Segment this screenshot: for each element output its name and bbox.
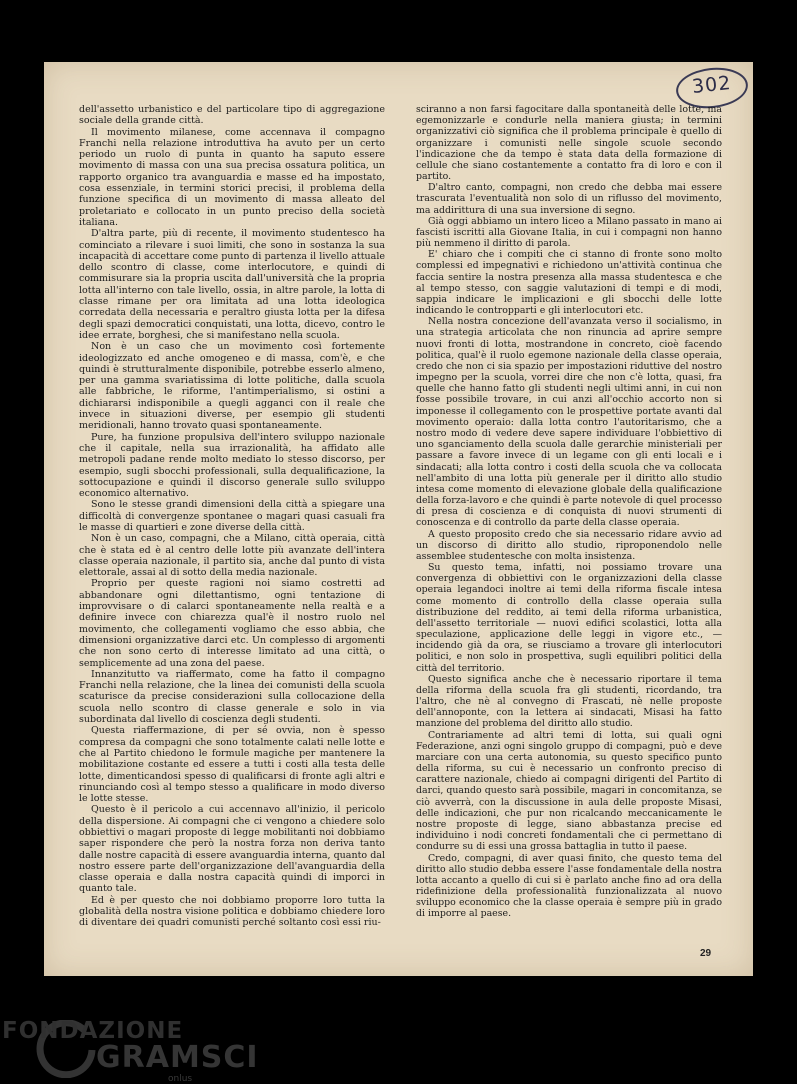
paragraph: Contrariamente ad altri temi di lotta, sui quali ogni Federazione, anzi ogni singolo gruppo di compagni, può e deve marciare con una certa autonomia, su questo specifico punto della riforma, su cui è necessario un confronto preciso di carattere nazionale, chiedo ai compagni dirigenti del Partito di darci, quando questo sarà possibile, magari in concomitanza, se ciò avverrà, con la discussione in aula delle proposte Misasi, delle indicazioni, che pur non ricalcando meccanicamente le nostre proposte di legge, siano abbastanza precise ed individuino i nodi concreti fondamentali che ci permettano di condurre su di essi una grossa battaglia in tutto il paese. [416, 729, 722, 853]
paragraph: D'altro canto, compagni, non credo che debba mai essere trascurata l'eventualità non solo di un riflusso del movimento, ma addirittura di una sua inversione di segno. [416, 182, 722, 216]
paragraph: sciranno a non farsi fagocitare dalla spontaneità delle lotte, ma egemonizzarle e condurle nella maniera giusta; in termini organizzativi ciò significa che il problema principale è quello di organizzare i comunisti nelle singole scuole secondo l'indicazione che da tempo è stata data della formazione di cellule che siano costantemente a contatto fra di loro e con il partito. [416, 104, 722, 183]
watermark-gramsci: GRAMSCI [96, 1040, 259, 1075]
paragraph: Pure, ha funzione propulsiva dell'intero sviluppo nazionale che il capitale, nella sua irrazionalità, ha affidato alle metropoli padane rende molto mediato lo stesso discorso, per esempio, sugli sbocchi professionali, sulla dequalificazione, la sottocupazione e quindi il discorso generale sullo sviluppo economico alternativo. [79, 431, 385, 500]
paragraph: A questo proposito credo che sia necessario ridare avvio ad un discorso di diritto allo studio, riproponendolo nelle assemblee studentesche con molta insistenza. [416, 528, 722, 562]
paragraph: Il movimento milanese, come accennava il compagno Franchi nella relazione introduttiva ha avuto per un certo periodo un ruolo di punta in quanto ha saputo essere movimento di massa con una sua precisa ossatura politica, un rapporto organico tra avanguardia e masse ed ha impostato, cosa essenziale, in termini storici precisi, il problema della funzione specifica di un movimento di massa alleato del proletariato e collocato in un punto preciso della società italiana. [79, 126, 385, 228]
paragraph: D'altra parte, più di recente, il movimento studentesco ha cominciato a rilevare i suoi limiti, che sono in sostanza la sua incapacità di accettare come punto di partenza il livello attuale dello scontro di classe, come interlocutore, e quindi di commisurare sia la propria uscita dall'università che la propria lotta all'interno con tale livello, ossia, in altre parole, la lotta di classe rimane per ora limitata ad una lotta ideologica corredata della necessaria e peraltro giusta lotta per la difesa degli spazi democratici conquistati, una lotta, dicevo, contro le idee errate, borghesi, che si manifestano nella scuola. [79, 228, 385, 341]
text-column-left [79, 104, 385, 929]
paragraph: Ed è per questo che noi dobbiamo proporre loro tutta la globalità della nostra visione politica e dobbiamo chiedere loro di diventare dei quadri comunisti perché soltanto così essi riu- [79, 894, 385, 929]
paragraph: Non è un caso che un movimento così fortemente ideologizzato ed anche omogeneo e di massa, com'è, e che quindi è strutturalmente disponibile, potrebbe esserlo almeno, per una gamma svariatissima di lotte politiche, dalla scuola alle fabbriche, le riforme, l'antimperialismo, si ostini a dichiararsi indisponibile a quegli agganci con il reale che invece in situazioni diverse, per esempio gli studenti meridionali, hanno trovato quasi spontaneamente. [79, 341, 385, 432]
text-column-right [416, 104, 722, 920]
paragraph: Questo significa anche che è necessario riportare il tema della riforma della scuola fra gli studenti, ricordando, tra l'altro, che nè al convegno di Frascati, nè nelle proposte dell'annoponte, con la lettera ai sindacati, Misasi ha fatto manzione del problema del diritto allo studio. [416, 673, 722, 730]
paragraph: Innanzitutto va riaffermato, come ha fatto il compagno Franchi nella relazione, che la linea dei comunisti della scuola scaturisce da precise considerazioni sulla collocazione della scuola nello scontro di classe generale e solo in via subordinata dal livello di coscienza degli studenti. [79, 668, 385, 726]
paragraph: E' chiaro che i compiti che ci stanno di fronte sono molto complessi ed impegnativi e richiedono un'attività continua che faccia sentire la nostra presenza alla massa studentesca e che al tempo stesso, con saggie valutazioni di tempi e di modi, sappia indicare le implicazioni e gli sbocchi delle lotte indicando le contropparti e gli interlocutori etc. [416, 249, 722, 317]
paragraph: Già oggi abbiamo un intero liceo a Milano passato in mano ai fascisti iscritti alla Giovane Italia, in cui i compagni non hanno più nemmeno il diritto di parola. [416, 215, 722, 250]
paragraph: Su questo tema, infatti, noi possiamo trovare una convergenza di obbiettivi con le organizzazioni della classe operaia legandoci inoltre ai temi della riforma fiscale intesa come momento di controllo della classe operaia sulla distribuzione del reddito, ai temi della riforma urbanistica, dell'assetto territoriale — nuovi edifici scolastici, lotta alla speculazione, applicazione delle leggi in vigore etc., — incidendo già da ora, se riusciamo a trovare gli interlocutori politici, e non solo in prospettiva, sugli equilibri politici della città del territorio. [416, 562, 722, 674]
watermark-fondazione: FONDAZIONE [2, 1018, 184, 1044]
paragraph: Proprio per queste ragioni noi siamo costretti ad abbandonare ogni dilettantismo, ogni tentazione di improvvisare o di calarci spontaneamente nella realtà e a definire invece con chiarezza qual'è il nostro ruolo nel movimento, che collegamenti vogliamo che esso abbia, che dimensioni organizzative darci etc. Un complesso di argomenti che non sono certo di interesse limitato ad una città, o semplicemente ad una zona del paese. [79, 578, 385, 669]
paragraph: Questa riaffermazione, di per sé ovvia, non è spesso compresa da compagni che sono totalmente calati nelle lotte e che al Partito chiedono le formule magiche per mantenere la mobilitazione costante ed essere a tutti i costi alla testa delle lotte, dimenticandosi spesso di qualificarsi di fronte agli altri e rinunciando così al tempo stesso a qualificare in modo diverso le lotte stesse. [79, 725, 385, 805]
paragraph: Questo è il pericolo a cui accennavo all'inizio, il pericolo della dispersione. Ai compagni che ci vengono a chiedere solo obbiettivi o magari proposte di legge mobilitanti noi dobbiamo saper rispondere che però la nostra forza non deriva tanto dalle nostre capacità di essere avanguardia interna, quanto dal nostro essere parte dell'organizzazione dell'avanguardia della classe operaia e dalla nostra capacità quindi di imporci in quanto tale. [79, 804, 385, 895]
page-number: 29 [700, 948, 712, 959]
paragraph: dell'assetto urbanistico e del particolare tipo di aggregazione sociale della grande città. [79, 104, 385, 127]
paragraph: Nella nostra concezione dell'avanzata verso il socialismo, in una strategia articolata che non rinuncia ad aprire sempre nuovi fronti di lotta, mostrandone in concreto, cioè facendo politica, qual'è il ruolo egemone nazionale della classe operaia, credo che non ci sia spazio per impostazioni riduttive del nostro impegno per la scuola, vorrei dire che non c'è lotta, quasi, fra quelle che hanno fatto gli studenti negli ultimi anni, in cui non fosse possibile trovare, in cui anzi all'occhio accorto non si imponesse il collegamento con le prospettive portate avanti dal movimento operaio: dalla lotta contro l'autoritarismo, che a nostro modo di vedere deve sapere individuare l'obbiettivo di uno sganciamento della scuola dalle gerarchie ministeriali per passare a favore invece di un legame con gli enti locali e i sindacati; alla lotta contro i costi della scuola che va collocata nell'ambito di una lotta più generale per il diritto allo studio intesa come momento di elevazione globale della qualificazione della forza-lavoro e che quindi è parte notevole di quel processo di presa di coscienza e di conquista di nuovi strumenti di conoscenza e di controllo da parte della classe operaia. [416, 316, 722, 529]
archive-number: 302 [691, 72, 733, 99]
paragraph: Sono le stesse grandi dimensioni della città a spiegare una difficoltà di convergenze spontanee o magari quasi casuali fra le masse di quartieri e zone diverse della città. [79, 499, 385, 533]
paragraph: Non è un caso, compagni, che a Milano, città operaia, città che è stata ed è al centro delle lotte più avanzate dell'intera classe operaia nazionale, il partito sia, anche dal punto di vista elettorale, assai al di sotto della media nazionale. [79, 533, 385, 579]
paragraph: Credo, compagni, di aver quasi finito, che questo tema del diritto allo studio debba essere l'asse fondamentale della nostra lotta accanto a quello di cui si è parlato anche fino ad ora della ridefinizione della professionalità funzionalizzata al nuovo sviluppo economico che la classe operaia è sempre più in grado di imporre al paese. [416, 852, 722, 920]
watermark-onlus: onlus [168, 1074, 193, 1084]
